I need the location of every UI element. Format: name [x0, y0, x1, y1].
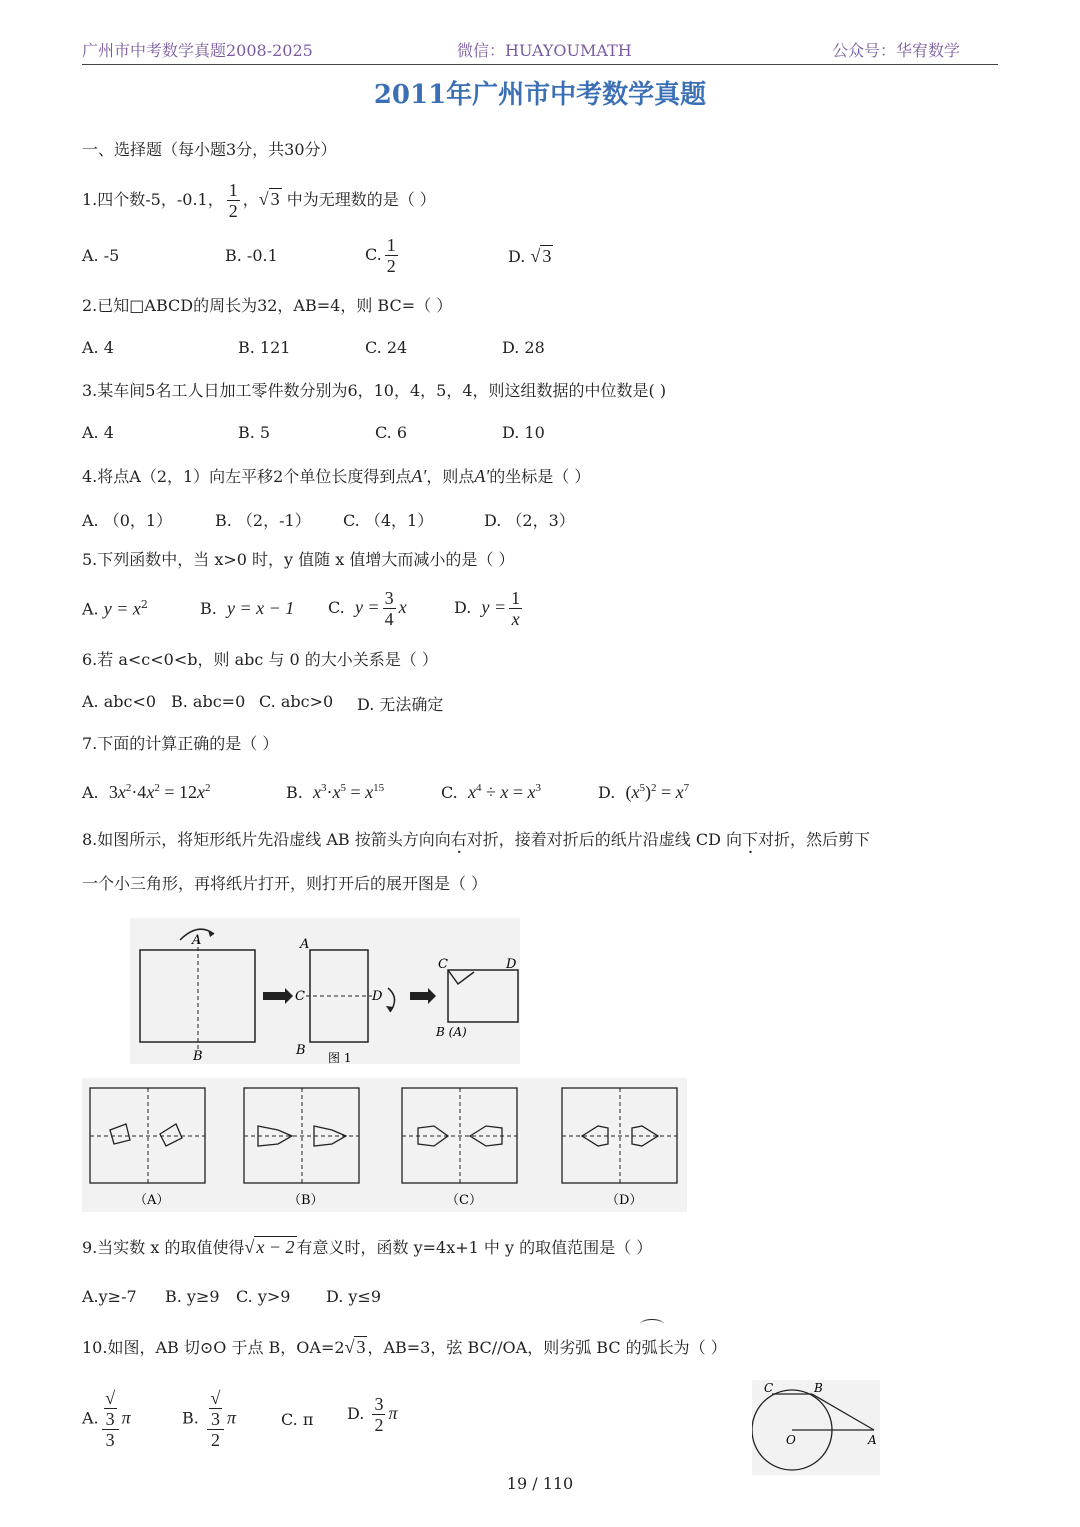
question-7: 7.下面的计算正确的是（ ）	[82, 734, 279, 753]
q2-option-a: A. 4	[82, 338, 114, 357]
q10-option-c: C. π	[281, 1410, 314, 1429]
q6-option-c: C. abc>0	[259, 692, 334, 711]
q5-option-c: C. y = $\frac{3}{4}$ x	[328, 588, 407, 629]
fig1-label-c: C	[295, 989, 305, 1004]
q9-option-c: C. y>9	[236, 1287, 291, 1306]
question-8-line-2: 一个小三角形，再将纸片打开，则打开后的展开图是（ ）	[82, 874, 488, 893]
q8-options-figure	[82, 1078, 687, 1212]
q2-option-d: D. 28	[502, 338, 545, 357]
q5-option-d: D. y = $\frac{1}{x}$	[454, 588, 521, 629]
q10-figure	[752, 1380, 880, 1475]
q1-option-c: C. $\frac{1}{2}$	[365, 235, 396, 276]
q3-option-d: D. 10	[502, 423, 545, 442]
q3-option-c: C. 6	[375, 423, 408, 442]
q10-label-a: A	[868, 1433, 877, 1447]
q10-label-o: O	[786, 1433, 796, 1447]
q6-option-a: A. abc<0	[82, 692, 157, 711]
q6-option-b: B. abc=0	[171, 692, 246, 711]
question-5: 5.下列函数中，当 x>0 时，y 值随 x 值增大而减小的是（ ）	[82, 550, 515, 569]
q10-option-a: A. √ 3 3 π	[82, 1388, 131, 1450]
q2-option-c: C. 24	[365, 338, 408, 357]
header-center: 微信：HUAYOUMATH	[457, 41, 632, 60]
q6-option-d: D. 无法确定	[357, 695, 444, 714]
question-6: 6.若 a<c<0<b，则 abc 与 0 的大小关系是（ ）	[82, 650, 438, 669]
question-1: 1.四个数-5，-0.1， $\frac{1}{2}$ ，√ 3 中为无理数的是（ ）	[82, 180, 436, 221]
q3-option-b: B. 5	[238, 423, 271, 442]
q4-option-c: C. （4，1）	[343, 511, 434, 530]
q7-option-a: A. $3x^2\cdot 4x^2 = 12x^2$	[82, 782, 211, 802]
page-number: 19 / 110	[506, 1474, 574, 1493]
q8-option-b-label: （B）	[288, 1193, 324, 1208]
q7-option-b: B. $x^3\cdot x^5 = x^{15}$	[286, 782, 385, 802]
q9-option-a: A.y≥-7	[82, 1287, 137, 1306]
q1-option-a: A. -5	[82, 246, 120, 265]
fig1-label-d: D	[372, 989, 383, 1004]
question-3: 3.某车间5名工人日加工零件数分别为6，10，4，5，4，则这组数据的中位数是( )	[82, 381, 667, 400]
question-4: 4.将点A（2，1）向左平移2个单位长度得到点A′，则点A′的坐标是（ ）	[82, 466, 591, 486]
page-title: 2011年广州市中考数学真题	[373, 80, 707, 110]
arc-symbol	[640, 1319, 664, 1330]
fig1-label-a: A	[192, 933, 202, 948]
fig1-label-b2: B	[296, 1043, 306, 1058]
header-right: 公众号：华宥数学	[832, 41, 961, 60]
fig1-label-ba: B (A)	[436, 1025, 467, 1039]
fig1-label-c2: C	[438, 957, 448, 972]
q4-option-d: D. （2，3）	[484, 511, 575, 530]
q10-option-b: B. √ 3 2 π	[182, 1388, 236, 1450]
q4-option-a: A. （0，1）	[82, 511, 173, 530]
q8-option-a-figure	[90, 1088, 205, 1208]
header-left: 广州市中考数学真题2008-2025	[82, 41, 313, 60]
q7-option-c: C. $x^4 \div x = x^3$	[441, 782, 541, 802]
q8-option-c-label: （C）	[446, 1193, 482, 1208]
q8-option-b-figure	[244, 1088, 359, 1208]
q1-option-d: D. √ 3	[508, 246, 552, 266]
q4-option-b: B. （2，-1）	[215, 511, 311, 530]
q3-option-a: A. 4	[82, 423, 114, 442]
question-10: 10.如图，AB 切⊙O 于点 B，OA=2√ 3 ，AB=3，弦 BC//OA，则劣弧 BC 的弧长为（ ）	[82, 1337, 727, 1357]
q10-label-c: C	[764, 1381, 774, 1395]
q10-option-d: D. $\frac{3}{2}$ π	[347, 1394, 398, 1435]
question-8-line-1: 8.如图所示，将矩形纸片先沿虚线 AB 按箭头方向向右对折，接着对折后的纸片沿虚线 CD 向下对折，然后剪下	[82, 830, 871, 849]
q9-option-d: D. y≤9	[326, 1287, 382, 1306]
question-2: 2.已知□ABCD的周长为32，AB=4，则 BC=（ ）	[82, 296, 453, 315]
figure-1	[130, 918, 520, 1064]
q5-option-a: A. $y = x^2$	[82, 598, 148, 619]
q8-option-a-label: （A）	[134, 1193, 170, 1208]
q9-option-b: B. y≥9	[165, 1287, 220, 1306]
q8-option-d-label: （D）	[606, 1193, 643, 1208]
q5-option-b: B. y = x − 1	[200, 598, 295, 618]
q1-option-b: B. -0.1	[225, 246, 278, 265]
fig1-label-d2: D	[506, 957, 517, 972]
header-rule	[82, 64, 998, 65]
fig1-caption: 图 1	[328, 1051, 352, 1064]
q8-option-c-figure	[402, 1088, 517, 1208]
fig1-label-b: B	[193, 1049, 203, 1064]
q8-option-d-figure	[562, 1088, 677, 1208]
section-heading: 一、选择题（每小题3分，共30分）	[82, 140, 337, 159]
q2-option-b: B. 121	[238, 338, 291, 357]
fig1-label-a2: A	[300, 937, 310, 952]
q10-label-b: B	[814, 1381, 823, 1395]
q7-option-d: D. $(x^5)^2 = x^7$	[598, 782, 690, 802]
question-9: 9.当实数 x 的取值使得√ x − 2 有意义时，函数 y=4x+1 中 y 的取值范围是（ ）	[82, 1237, 653, 1257]
